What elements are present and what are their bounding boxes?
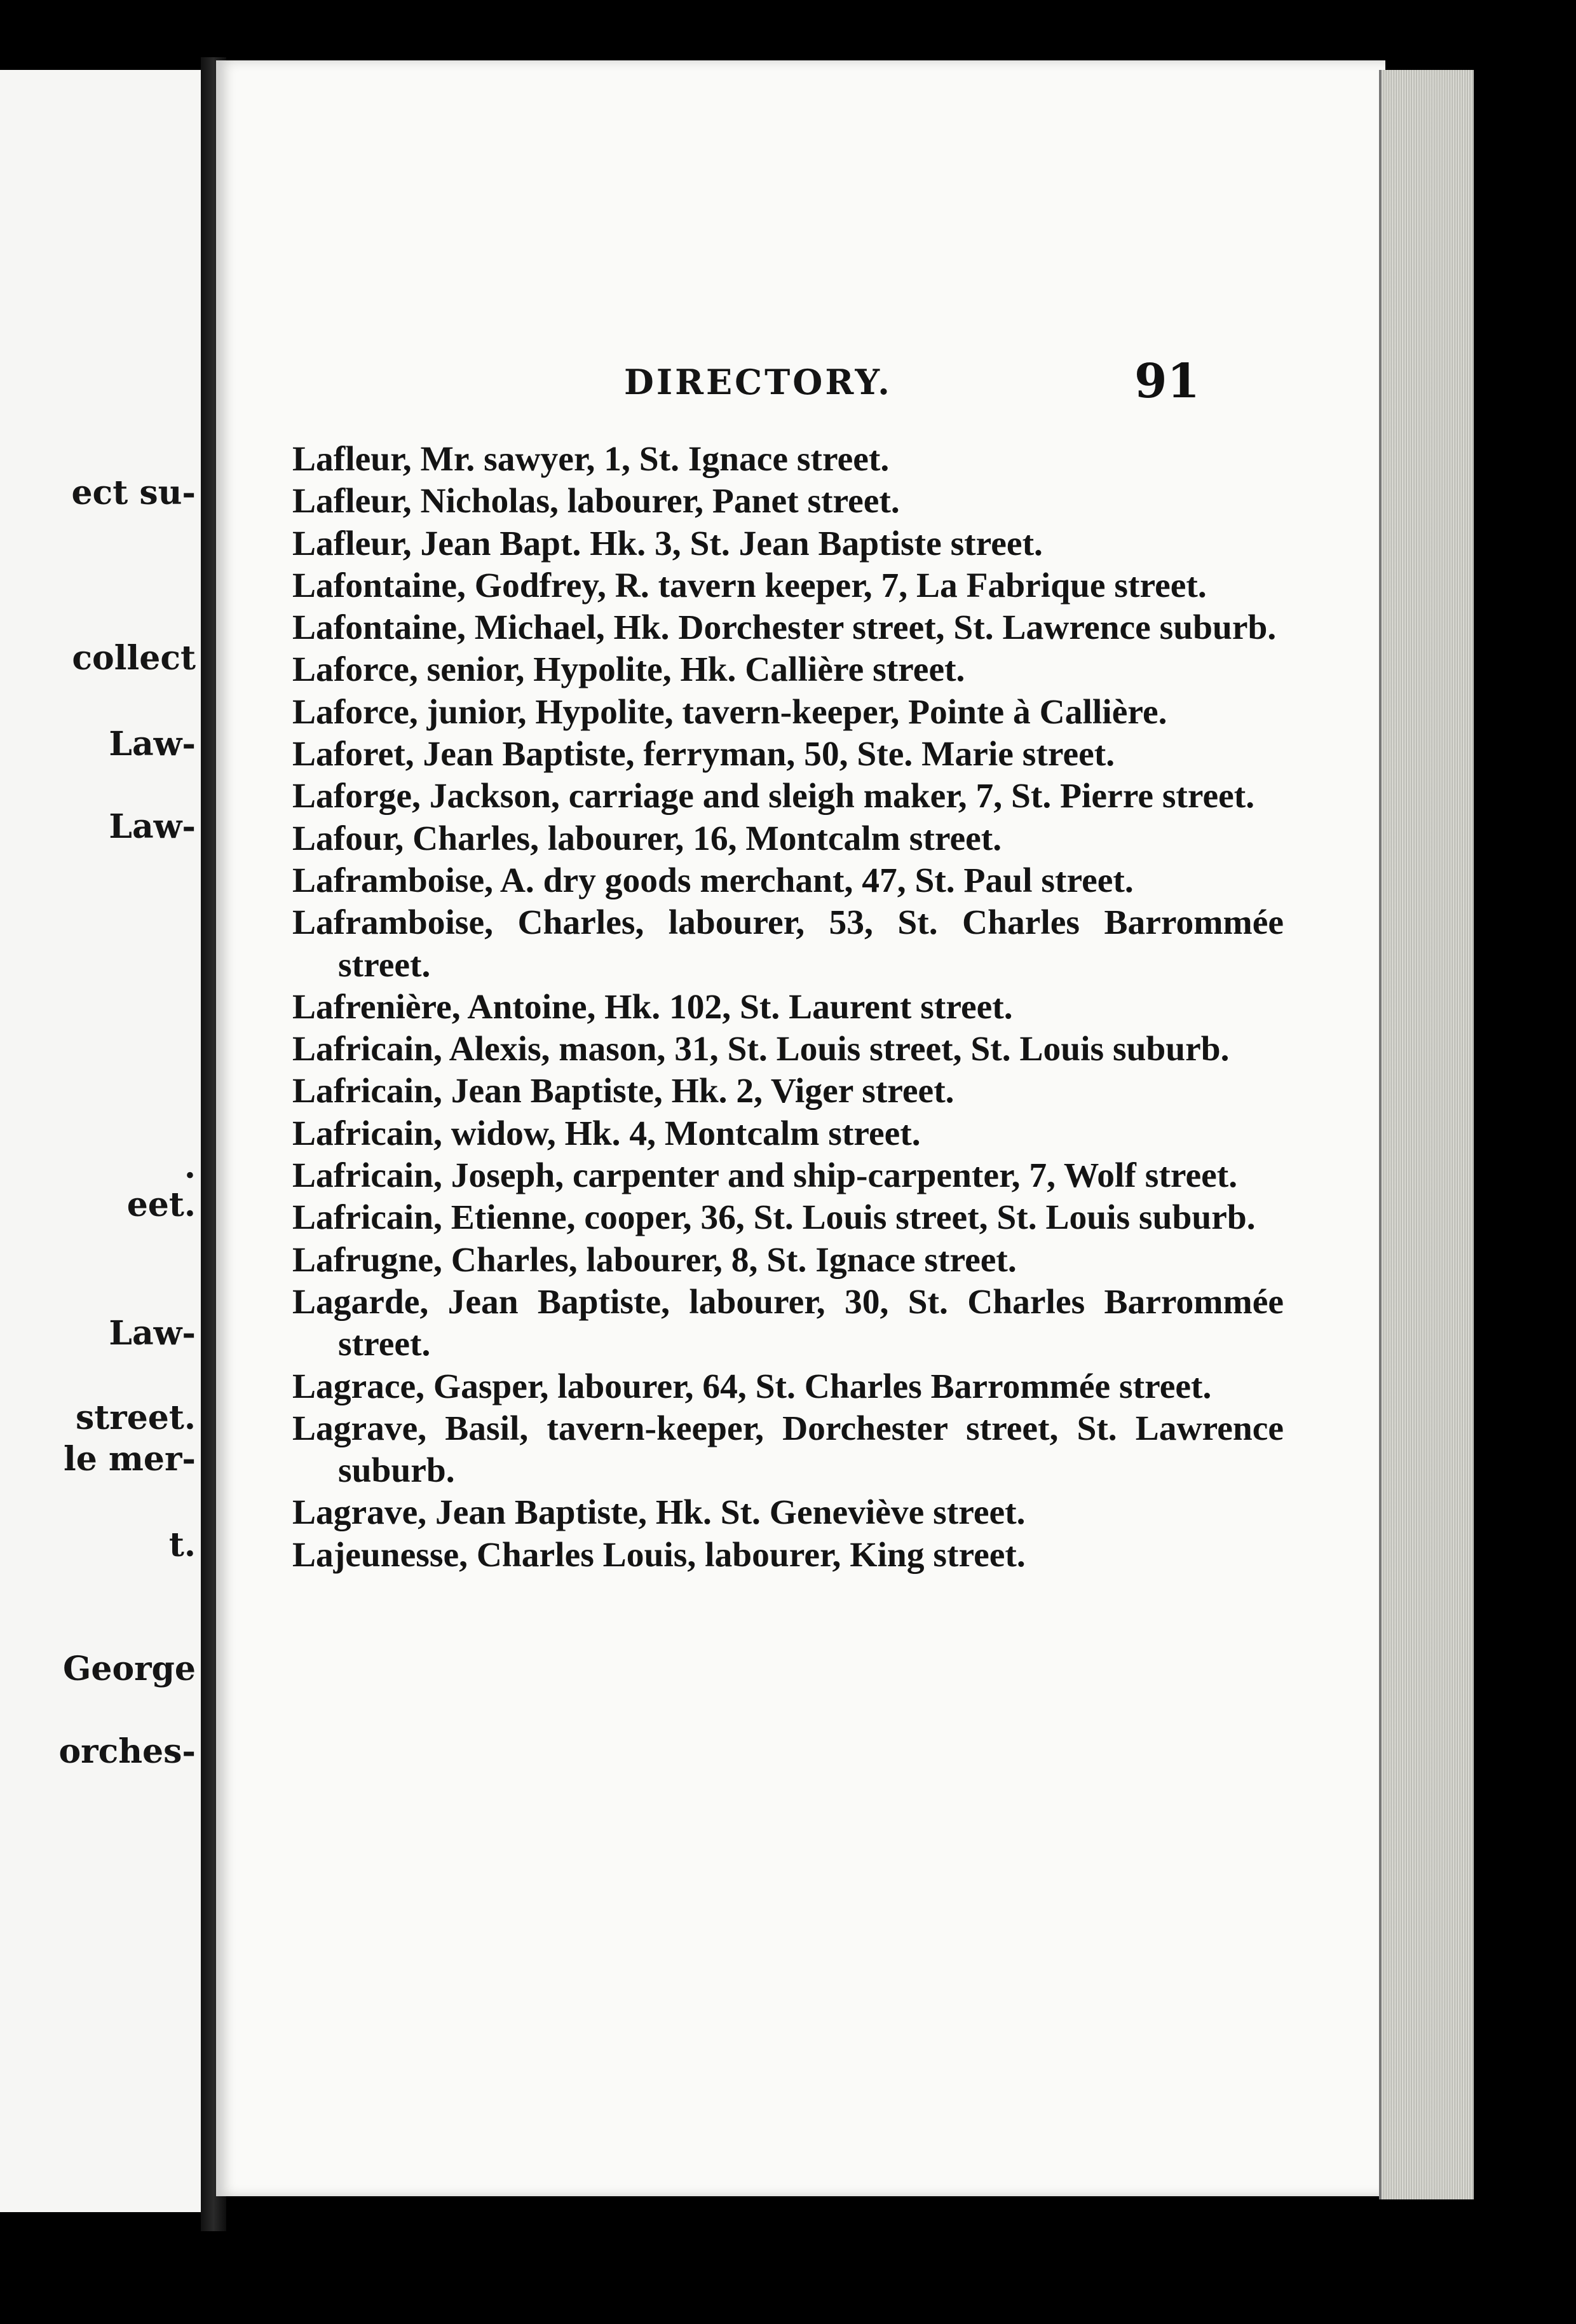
previous-page-fragment: t. <box>168 1526 196 1564</box>
page-edges <box>1379 70 1474 2199</box>
previous-page-fragment: Law- <box>109 725 196 763</box>
directory-entry: Lafour, Charles, labourer, 16, Montcalm street. <box>292 819 1002 858</box>
previous-page <box>0 70 201 2212</box>
directory-entry: Lafleur, Mr. sawyer, 1, St. Ignace street. <box>292 440 890 479</box>
previous-page-fragment: . <box>184 1147 196 1186</box>
previous-page-fragment: Law- <box>109 807 196 846</box>
directory-entry: Lagrace, Gasper, labourer, 64, St. Charles Barrommée street. <box>292 1367 1212 1406</box>
directory-page <box>216 60 1385 2196</box>
previous-page-fragment: le mer- <box>63 1440 196 1479</box>
directory-entry: Laforge, Jackson, carriage and sleigh maker, 7, St. Pierre street. <box>292 777 1255 816</box>
previous-page-fragment: street. <box>76 1398 196 1437</box>
running-head <box>216 354 1385 409</box>
directory-entry: Lafrugne, Charles, labourer, 8, St. Ignace street. <box>292 1240 1017 1280</box>
previous-page-fragment: ect su- <box>71 474 196 512</box>
previous-page-fragment: Law- <box>109 1314 196 1353</box>
directory-entries <box>292 439 1284 1576</box>
directory-entry: Laframboise, A. dry goods merchant, 47, St. Paul street. <box>292 861 1134 900</box>
directory-entry: Lafricain, Alexis, mason, 31, St. Louis street, St. Louis suburb. <box>292 1030 1230 1069</box>
page-number: 91 <box>1134 354 1200 409</box>
directory-entry: Lajeunesse, Charles Louis, labourer, King street. <box>292 1535 1026 1575</box>
previous-page-fragment: George <box>62 1650 196 1688</box>
directory-entry: Laforet, Jean Baptiste, ferryman, 50, Ste. Marie street. <box>292 735 1115 774</box>
directory-entry: Laforce, senior, Hypolite, Hk. Callière street. <box>292 650 965 690</box>
directory-entry: Lafricain, widow, Hk. 4, Montcalm street. <box>292 1114 921 1153</box>
directory-entry: Lagrave, Basil, tavern-keeper, Dorchester street, St. Lawrence suburb. <box>292 1409 1284 1491</box>
directory-entry: Lagrave, Jean Baptiste, Hk. St. Geneviève street. <box>292 1493 1026 1533</box>
previous-page-fragment: orches- <box>58 1732 196 1771</box>
previous-page-fragment: collect <box>72 639 196 678</box>
directory-entry: Lafricain, Jean Baptiste, Hk. 2, Viger street. <box>292 1072 954 1111</box>
previous-page-fragment: eet. <box>126 1186 196 1224</box>
directory-entry: Lafontaine, Michael, Hk. Dorchester street, St. Lawrence suburb. <box>292 608 1277 648</box>
directory-entry: Lafleur, Nicholas, labourer, Panet street. <box>292 482 900 521</box>
directory-entry: Lagarde, Jean Baptiste, labourer, 30, St. Charles Barrommée street. <box>292 1282 1284 1364</box>
directory-entry: Lafricain, Joseph, carpenter and ship-carpenter, 7, Wolf street. <box>292 1156 1238 1196</box>
directory-entry: Lafleur, Jean Bapt. Hk. 3, St. Jean Baptiste street. <box>292 524 1043 563</box>
directory-entry: Lafrenière, Antoine, Hk. 102, St. Laurent street. <box>292 987 1013 1027</box>
directory-entry: Lafricain, Etienne, cooper, 36, St. Louis street, St. Louis suburb. <box>292 1198 1256 1238</box>
directory-entry: Laforce, junior, Hypolite, tavern-keeper, Pointe à Callière. <box>292 692 1167 732</box>
directory-entry: Laframboise, Charles, labourer, 53, St. Charles Barrommée street. <box>292 903 1284 985</box>
running-title: DIRECTORY. <box>624 362 892 402</box>
directory-entry: Lafontaine, Godfrey, R. tavern keeper, 7, La Fabrique street. <box>292 566 1207 605</box>
